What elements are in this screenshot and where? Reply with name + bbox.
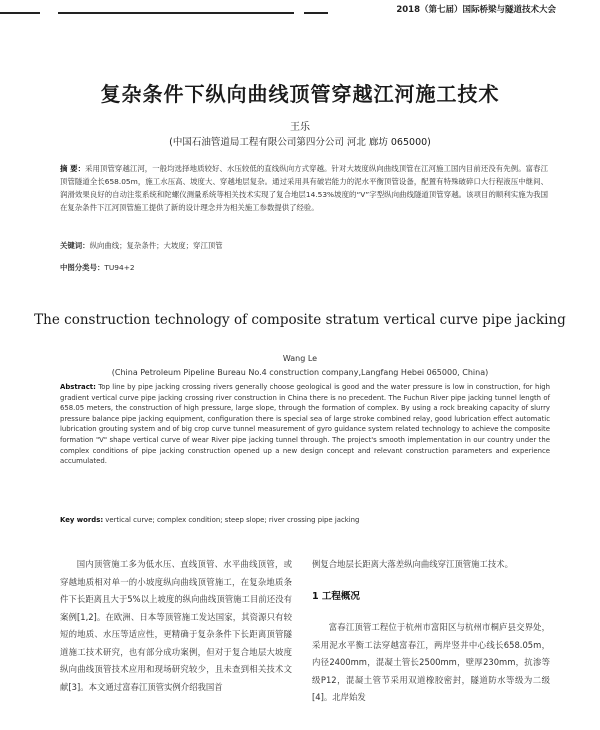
header-rule-left [0, 12, 40, 14]
keywords-en-text: vertical curve; complex condition; steep slope; river crossing pipe jacking [105, 516, 360, 524]
body-right-column [312, 556, 550, 707]
abstract-cn-label: 摘 要： [60, 164, 86, 173]
abstract-cn [60, 162, 548, 214]
author-cn: 王乐 [290, 122, 310, 133]
body-left-column: 国内顶管施工多为低水压、直线顶管、水平曲线顶管，或穿越地质相对单一的小坡度纵向曲线顶管施工，在复杂地质条件下长距离且大于5%以上坡度的纵向曲线顶管施工目前还没有案例[1,2]。在欧洲、日本等顶管施工发达国家，其资源只有较短的地质、水压等适应性，更精确于复杂条件下长距离顶管隧道施工技术研究，也有部分成功案例，但对于复合地层大坡度纵向曲线顶管技术应用和现场研究较少，且未查到相关技术文献[3]。本文通过富春江顶管实例介绍我国首 [60, 559, 292, 692]
paper-title-en: The construction technology of composite stratum vertical curve pipe jacking [34, 312, 566, 328]
abstract-cn-text: 采用顶管穿越江河，一般均选择地质较好、水压较低的直线纵向方式穿越。针对大坡度纵向曲线顶管在江河施工国内目前还没有先例。富春江顶管隧道全长658.05m，施工水压高、坡度大、穿越地层复杂。通过采用具有破岩能力的泥水平衡顶管设备，配置有特殊破碎口大行程液压中继间、润滑效果良好的自动注浆系统和陀螺仪测量系统等相关技术实现了复合地层14.53%坡度的“V”字型纵向曲线隧道顶管穿越。该项目的顺利实施为我国在复杂条件下江河顶管施工提供了新的设计理念并为相关施工参数提供了经验。 [60, 164, 548, 212]
keywords-cn-text: 纵向曲线；复杂条件；大坡度；穿江顶管 [89, 241, 223, 250]
body-right-intro: 例复合地层长距离大落差纵向曲线穿江顶管施工技术。 [312, 559, 513, 569]
keywords-cn [60, 240, 548, 251]
header-text: 2018（第七届）国际桥梁与隧道技术大会 [396, 5, 556, 15]
abstract-en-label: Abstract: [60, 383, 96, 391]
classification-cn [60, 262, 135, 273]
section-1-heading: 1 工程概况 [312, 590, 360, 602]
author-en: Wang Le [282, 354, 318, 363]
abstract-en-text: Top line by pipe jacking crossing rivers generally choose geological is good and the water pressure is low in construction, for high gradient vertical curve pipe jacking crossing river construction in China there is no precedent. The Fuchun River pipe jacking tunnel length of 658.05 meters, the construction of high pressure, large slope, through the formation of complex. By using a rock breaking capacity of slurry pressure balance pipe jacking equipment, configuration there is special sea of large stroke combined relay, good lubrication effect automatic lubrication grouting system and of big crop curve tunnel measurement of gyro guidance system related technology to achieve the composite formation "V" shape vertical curve of wear River pipe jacking tunnel through. The project's smooth implementation in our country under the complex conditions of pipe jacking construction opened up a new design concept and relevant construction parameters and experience accumulated. [60, 383, 550, 466]
classification-cn-text: TU94+2 [104, 263, 135, 272]
paper-title-cn: 复杂条件下纵向曲线顶管穿越江河施工技术 [100, 82, 500, 106]
classification-cn-label: 中图分类号： [60, 263, 105, 272]
abstract-en [60, 382, 550, 467]
keywords-cn-label: 关键词： [60, 241, 90, 250]
affiliation-cn: (中国石油管道局工程有限公司第四分公司 河北 廊坊 065000) [169, 137, 431, 148]
body-right-paragraph: 富春江顶管工程位于杭州市富阳区与杭州市桐庐县交界处，采用泥水平衡工法穿越富春江，两岸竖井中心线长658.05m，内径2400mm，混凝土管长2500mm，壁厚230mm，抗渗等级P12，混凝土管节采用双道橡胶密封，隧道防水等级为二级[4]。北岸始发 [312, 622, 550, 702]
keywords-en-label: Key words: [60, 516, 104, 524]
affiliation-en: (China Petroleum Pipeline Bureau No.4 construction company,Langfang Hebei 065000, China) [111, 368, 489, 377]
header-rule-mid [58, 12, 294, 14]
keywords-en [60, 516, 550, 524]
header-rule-right [304, 12, 328, 14]
